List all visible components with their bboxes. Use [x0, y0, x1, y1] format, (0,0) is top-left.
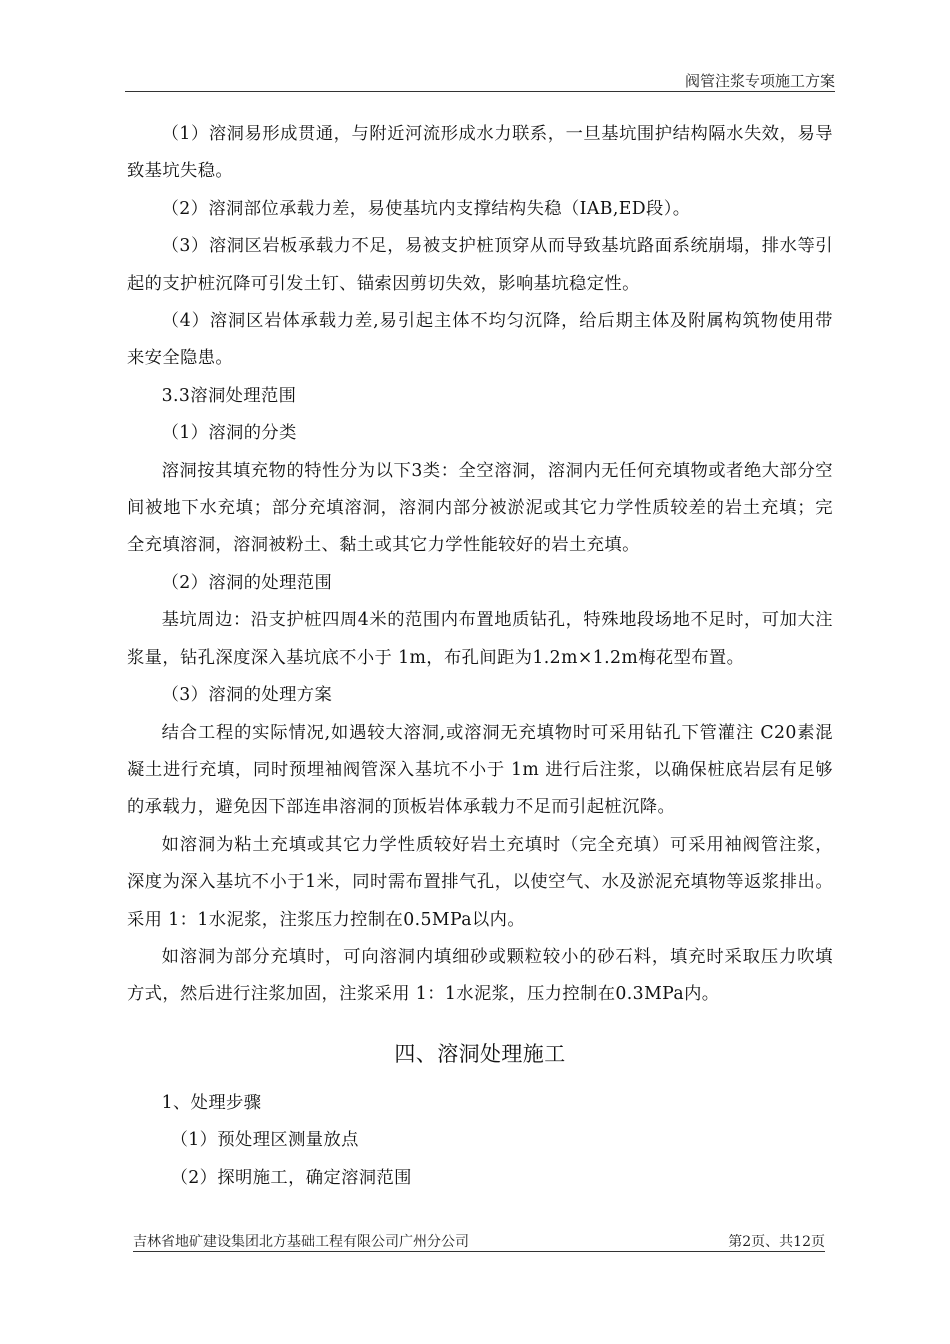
paragraph: （1）溶洞的分类	[161, 423, 297, 444]
paragraph: （2）溶洞的处理范围	[161, 572, 333, 593]
page-footer	[133, 1231, 825, 1251]
paragraph: 结合工程的实际情况,如遇较大溶洞,或溶洞无充填物时可采用钻孔下管灌注 C20素混凝土进行充填，同时预埋袖阀管深入基坑不小于 1m 进行后注浆，以确保桩底岩层有足够的承载力，避免因下部连串溶洞的顶板岩体承载力不足而引起桩沉降。	[127, 722, 833, 818]
header-divider	[125, 91, 835, 92]
page-header	[125, 70, 835, 90]
subsection-heading: 3.3溶洞处理范围	[161, 385, 297, 406]
paragraph: 如溶洞为粘土充填或其它力学性质较好岩土充填时（完全充填）可采用袖阀管注浆，深度为深入基坑不小于1米，同时需布置排气孔，以使空气、水及淤泥充填物等返浆排出。采用 1：1水泥浆，注浆压力控制在0.5MPa以内。	[127, 834, 833, 930]
paragraph: （2）溶洞部位承载力差，易使基坑内支撑结构失稳（IAB,ED段）。	[161, 198, 691, 219]
paragraph: （4）溶洞区岩体承载力差,易引起主体不均匀沉降，给后期主体及附属构筑物使用带来安全隐患。	[127, 311, 833, 369]
step-item: （1）预处理区测量放点	[170, 1130, 359, 1151]
step-heading: 1、处理步骤	[161, 1092, 262, 1113]
document-body	[127, 116, 833, 1197]
paragraph: （3）溶洞区岩板承载力不足，易被支护桩顶穿从而导致基坑路面系统崩塌，排水等引起的支护桩沉降可引发土钉、锚索因剪切失效，影响基坑稳定性。	[127, 236, 833, 294]
paragraph: 基坑周边：沿支护桩四周4米的范围内布置地质钻孔，特殊地段场地不足时，可加大注浆量，钻孔深度深入基坑底不小于 1m，布孔间距为1.2m×1.2m梅花型布置。	[127, 610, 833, 668]
footer-company: 吉林省地矿建设集团北方基础工程有限公司广州分公司	[133, 1234, 469, 1250]
paragraph: （3）溶洞的处理方案	[161, 685, 333, 706]
footer-divider	[133, 1251, 825, 1252]
step-item: （2）探明施工，确定溶洞范围	[170, 1167, 412, 1188]
paragraph: （1）溶洞易形成贯通，与附近河流形成水力联系，一旦基坑围护结构隔水失效，易导致基坑失稳。	[127, 124, 833, 182]
paragraph: 溶洞按其填充物的特性分为以下3类：全空溶洞，溶洞内无任何充填物或者绝大部分空间被地下水充填；部分充填溶洞，溶洞内部分被淤泥或其它力学性质较差的岩土充填；完全充填溶洞，溶洞被粉土、黏土或其它力学性能较好的岩土充填。	[127, 460, 833, 556]
document-title: 阀管注浆专项施工方案	[684, 72, 835, 90]
paragraph: 如溶洞为部分充填时，可向溶洞内填细砂或颗粒较小的砂石料，填充时采取压力吹填方式，然后进行注浆加固，注浆采用 1：1水泥浆，压力控制在0.3MPa内。	[127, 946, 833, 1005]
footer-page-number: 第2页、共12页	[728, 1234, 825, 1250]
section-heading: 四、溶洞处理施工	[394, 1041, 566, 1066]
